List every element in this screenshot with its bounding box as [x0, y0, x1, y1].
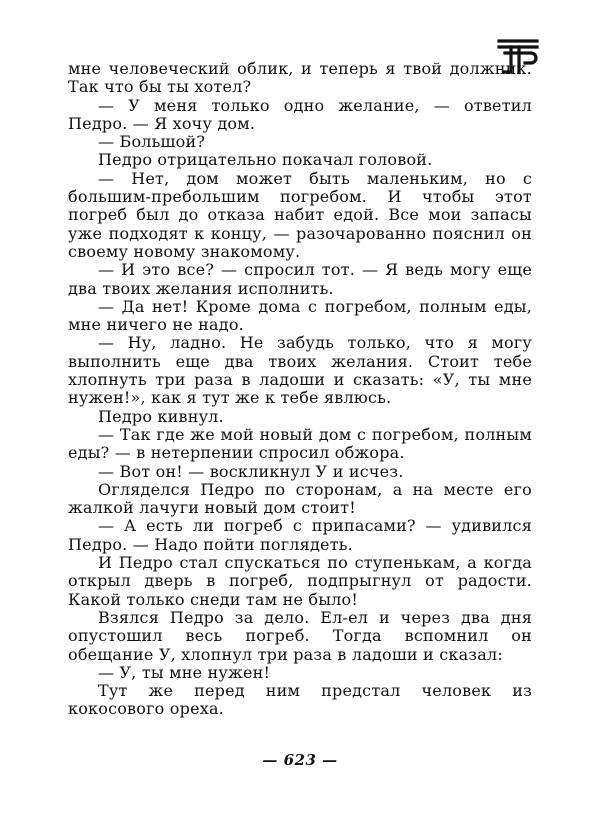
page-body-text [68, 60, 532, 719]
text-paragraph: — У меня только одно желание, — ответил Педро. — Я хочу дом. [68, 95, 532, 133]
text-paragraph: Огляделся Педро по сторонам, а на месте его жалкой лачуги новый дом стоит! [68, 479, 532, 518]
text-paragraph: — Да нет! Кроме дома с погребом, полным еды, мне ничего не надо. [68, 296, 532, 335]
text-paragraph: — И это все? — спросил тот. — Я ведь могу еще два твоих желания исполнить. [68, 260, 532, 298]
text-paragraph: Взялся Педро за дело. Ел-ел и через два дня опустошил весь погреб. Тогда вспомнил он обещание У, хлопнул три раза в ладоши и сказал: [68, 607, 532, 664]
text-paragraph: И Педро стал спускаться по ступенькам, а когда открыл дверь в погреб, подпрыгнул от радости. Какой только снеди там не было! [68, 553, 532, 609]
text-paragraph: — Так где же мой новый дом с погребом, полным еды? — в нетерпении спросил обжора. [68, 424, 532, 463]
text-paragraph: Тут же перед ним предстал человек из кокосового ореха. [68, 681, 532, 719]
text-paragraph: — Большой? [98, 132, 206, 152]
text-paragraph: Педро отрицательно покачал головой. [98, 150, 433, 170]
text-paragraph: — У, ты мне нужен! [98, 662, 271, 682]
text-paragraph: — Вот он! — воскликнул У и исчез. [98, 461, 404, 481]
text-paragraph: — Нет, дом может быть маленьким, но с большим-пребольшим погребом. И чтобы этот погреб был до отказа набит едой. Все мои запасы уже подходят к концу, — разочарованно пояснил он своему новому знакомому. [68, 168, 532, 261]
text-paragraph: — Ну, ладно. Не забудь только, что я могу выполнить еще два твоих желания. Стоит тебе хлопнуть три раза в ладоши и сказать: «У, ты мне нужен!», как я тут же к тебе явлюсь. [68, 333, 532, 408]
text-paragraph: мне человеческий облик, и теперь я твой должник. Так что бы ты хотел? [68, 59, 532, 97]
text-paragraph: — А есть ли погреб с припасами? — удивился Педро. — Надо пойти поглядеть. [68, 516, 532, 554]
text-paragraph: Педро кивнул. [98, 406, 224, 426]
page-number: — 623 — [262, 751, 338, 769]
